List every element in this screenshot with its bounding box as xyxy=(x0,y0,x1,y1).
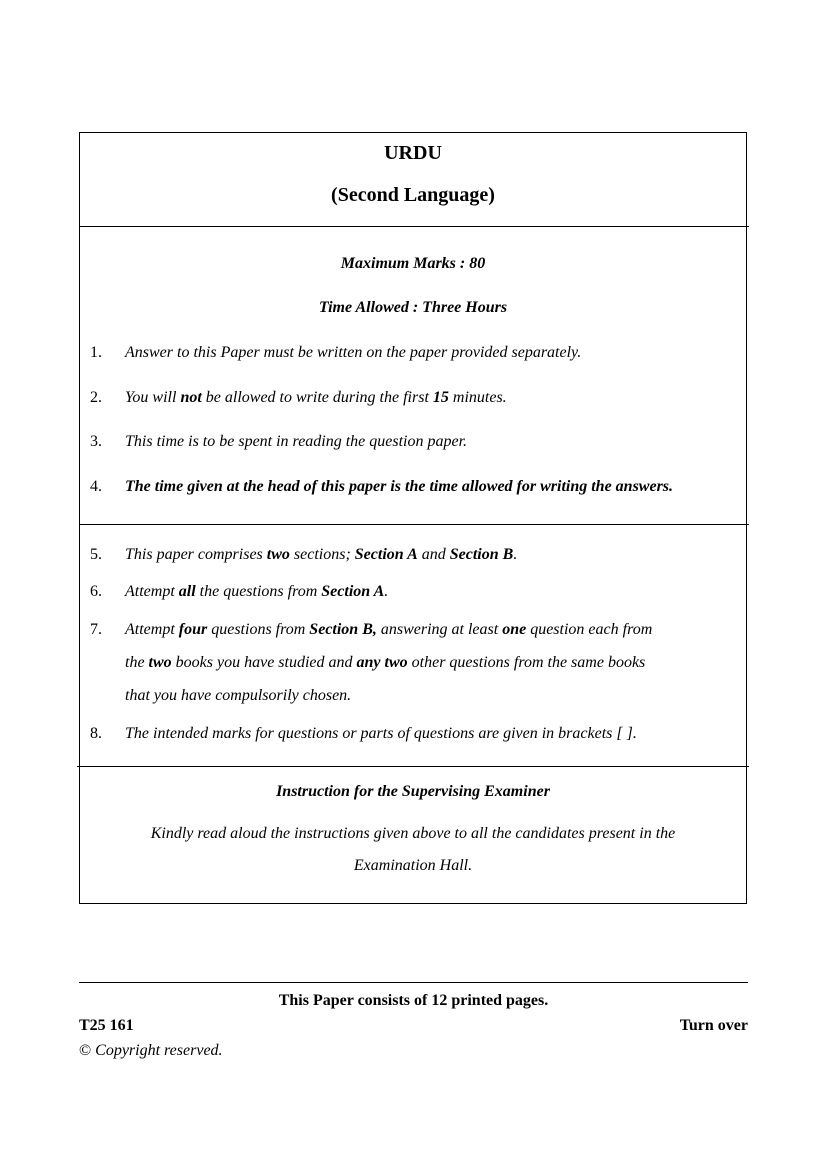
copyright-icon: © xyxy=(79,1042,92,1059)
examiner-text-line-1: Kindly read aloud the instructions given above to all the candidates present in the xyxy=(150,825,676,842)
instruction-8: The intended marks for questions or parts of questions are given in brackets [ ]. xyxy=(125,725,637,742)
paper-code: T25 161 xyxy=(79,1017,134,1034)
divider-header xyxy=(79,226,749,227)
instruction-7-line-2: the two books you have studied and any two other questions from the same books xyxy=(125,654,646,671)
instruction-7-line-1: Attempt four questions from Section B, answering at least one question each from xyxy=(125,621,653,638)
subject-subtitle: (Second Language) xyxy=(331,184,495,206)
item-number: 2. xyxy=(90,389,102,406)
instruction-4: The time given at the head of this paper is the time allowed for writing the answers. xyxy=(125,478,674,495)
instruction-1: Answer to this Paper must be written on the paper provided separately. xyxy=(125,344,582,361)
item-number: 5. xyxy=(90,546,102,563)
instruction-5: This paper comprises two sections; Section A and Section B. xyxy=(125,546,518,563)
divider-examiner xyxy=(77,766,749,767)
time-allowed: Time Allowed : Three Hours xyxy=(318,299,508,316)
copyright-notice: © Copyright reserved. xyxy=(79,1042,223,1059)
footer-rule xyxy=(79,982,748,983)
subject-title: URDU xyxy=(384,142,442,164)
item-number: 4. xyxy=(90,478,102,495)
page-count: This Paper consists of 12 printed pages. xyxy=(278,992,549,1009)
item-number: 3. xyxy=(90,433,102,450)
item-number: 6. xyxy=(90,583,102,600)
turn-over: Turn over xyxy=(679,1017,748,1034)
item-number: 7. xyxy=(90,621,102,638)
item-number: 1. xyxy=(90,344,102,361)
max-marks: Maximum Marks : 80 xyxy=(340,255,486,272)
examiner-heading: Instruction for the Supervising Examiner xyxy=(276,783,550,800)
instruction-2: You will not be allowed to write during the first 15 minutes. xyxy=(125,389,507,406)
examiner-text-line-2: Examination Hall. xyxy=(353,857,473,874)
instruction-7-line-3: that you have compulsorily chosen. xyxy=(125,687,352,704)
instruction-6: Attempt all the questions from Section A. xyxy=(125,583,389,600)
divider-general xyxy=(79,524,749,525)
instruction-3: This time is to be spent in reading the question paper. xyxy=(125,433,468,450)
item-number: 8. xyxy=(90,725,102,742)
